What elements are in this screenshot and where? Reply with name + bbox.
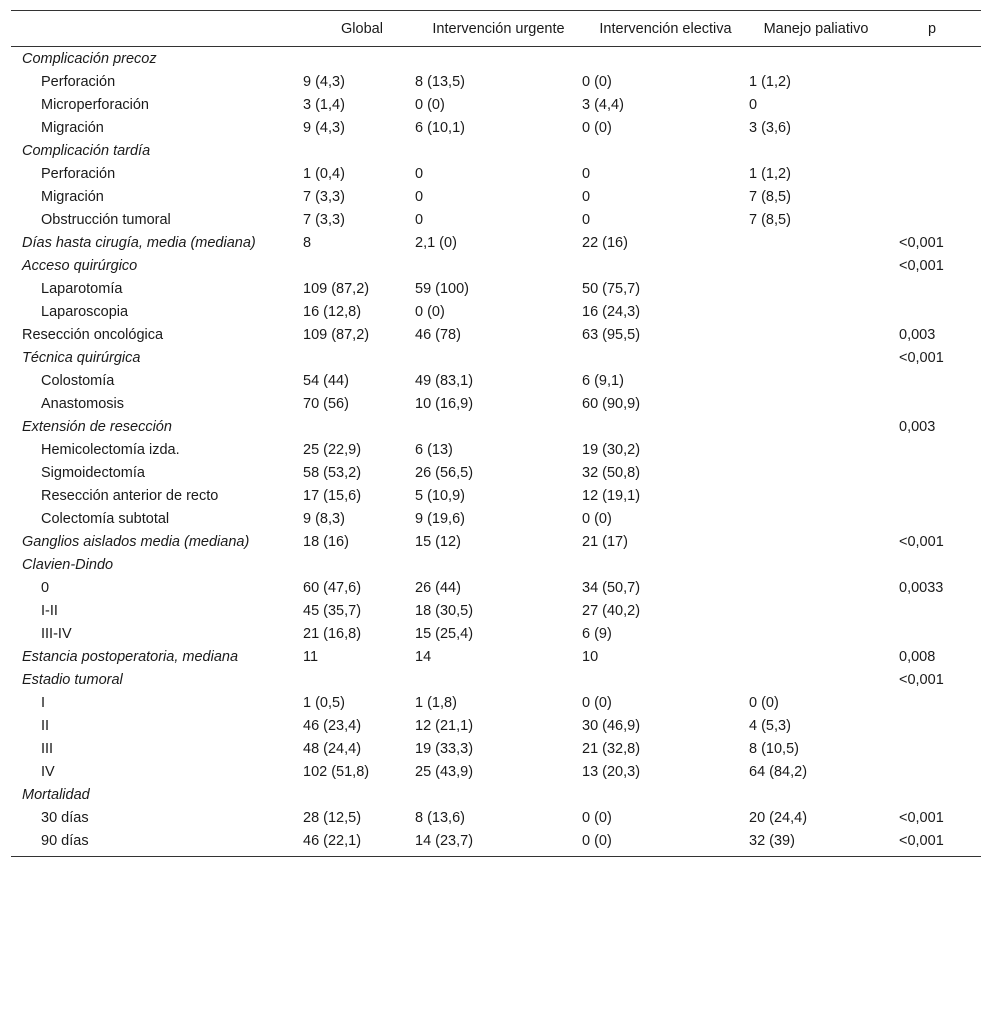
row-label: Microperforación: [41, 97, 149, 113]
cell-p-value: [883, 622, 981, 645]
cell-intervencion-electiva: 32 (50,8): [582, 465, 641, 481]
cell-global: [303, 668, 415, 691]
cell-p-value: [883, 392, 981, 415]
table-row: [11, 323, 981, 346]
cell-manejo-paliativo: 1 (1,2): [749, 166, 791, 182]
table-row: [11, 553, 981, 576]
cell-intervencion-urgente: 14: [415, 649, 432, 665]
cell-intervencion-electiva: 0 (0): [582, 810, 612, 826]
row-label: Complicación precoz: [22, 51, 157, 67]
table-row: [11, 829, 981, 857]
cell-intervencion-electiva: 60 (90,9): [582, 396, 641, 412]
cell-intervencion-urgente: 25 (43,9): [415, 764, 474, 780]
cell-intervencion-urgente: 9 (19,6): [415, 511, 465, 527]
cell-intervencion-urgente: 5 (10,9): [415, 488, 465, 504]
cell-intervencion-urgente: 0 (0): [415, 97, 445, 113]
cell-intervencion-electiva: 21 (32,8): [582, 741, 641, 757]
row-label: 90 días: [41, 833, 89, 849]
table-row: [11, 668, 981, 691]
cell-p-value: [883, 760, 981, 783]
table-row: [11, 47, 981, 71]
cell-intervencion-urgente: 2,1 (0): [415, 235, 457, 251]
cell-intervencion-urgente: 15 (12): [415, 534, 461, 550]
cell-manejo-paliativo: [749, 369, 883, 392]
cell-manejo-paliativo: 20 (24,4): [749, 810, 808, 826]
row-label: Mortalidad: [22, 787, 90, 803]
cell-intervencion-electiva: [582, 553, 749, 576]
cell-p-value: [883, 47, 981, 71]
cell-intervencion-electiva: 34 (50,7): [582, 580, 641, 596]
cell-intervencion-electiva: [582, 783, 749, 806]
cell-global: 109 (87,2): [303, 281, 370, 297]
cell-intervencion-urgente: 10 (16,9): [415, 396, 474, 412]
cell-intervencion-electiva: [582, 668, 749, 691]
cell-intervencion-electiva: 10: [582, 649, 599, 665]
table-row: [11, 346, 981, 369]
table-row: [11, 93, 981, 116]
table-row: [11, 599, 981, 622]
cell-manejo-paliativo: [749, 139, 883, 162]
table-row: [11, 300, 981, 323]
header-intervencion-urgente: Intervención urgente: [432, 21, 565, 37]
cell-intervencion-urgente: 0: [415, 189, 424, 205]
cell-p-value: [883, 553, 981, 576]
table-row: [11, 231, 981, 254]
table-row: [11, 507, 981, 530]
cell-intervencion-urgente: 18 (30,5): [415, 603, 474, 619]
table-row: [11, 484, 981, 507]
header-row: [11, 11, 981, 47]
row-label: Laparotomía: [41, 281, 123, 297]
row-label: Sigmoidectomía: [41, 465, 145, 481]
cell-intervencion-electiva: 30 (46,9): [582, 718, 641, 734]
cell-manejo-paliativo: [749, 392, 883, 415]
table-row: [11, 139, 981, 162]
cell-intervencion-urgente: 6 (10,1): [415, 120, 465, 136]
table-row: [11, 438, 981, 461]
cell-intervencion-electiva: 63 (95,5): [582, 327, 641, 343]
cell-global: 48 (24,4): [303, 741, 362, 757]
cell-intervencion-electiva: [582, 139, 749, 162]
cell-intervencion-urgente: 46 (78): [415, 327, 461, 343]
cell-p-value: [883, 70, 981, 93]
cell-manejo-paliativo: 3 (3,6): [749, 120, 791, 136]
cell-p-value: [883, 599, 981, 622]
cell-p-value: [883, 139, 981, 162]
cell-intervencion-urgente: 15 (25,4): [415, 626, 474, 642]
cell-global: [303, 553, 415, 576]
cell-p-value: [883, 737, 981, 760]
cell-p-value: 0,008: [899, 649, 936, 665]
cell-intervencion-electiva: 19 (30,2): [582, 442, 641, 458]
row-label: I: [41, 695, 46, 711]
table-row: [11, 185, 981, 208]
cell-manejo-paliativo: [749, 47, 883, 71]
cell-intervencion-electiva: 22 (16): [582, 235, 628, 251]
cell-global: 7 (3,3): [303, 189, 345, 205]
cell-intervencion-urgente: 26 (44): [415, 580, 461, 596]
cell-global: [303, 254, 415, 277]
row-label: Estadio tumoral: [22, 672, 123, 688]
cell-intervencion-urgente: 0: [415, 212, 424, 228]
table-row: [11, 254, 981, 277]
cell-intervencion-urgente: 8 (13,6): [415, 810, 465, 826]
cell-intervencion-electiva: [582, 47, 749, 71]
cell-manejo-paliativo: [749, 438, 883, 461]
header-global: Global: [341, 21, 383, 37]
cell-p-value: [883, 162, 981, 185]
table-row: [11, 530, 981, 553]
cell-p-value: [883, 783, 981, 806]
cell-p-value: <0,001: [899, 534, 944, 550]
row-label: Migración: [41, 120, 104, 136]
row-label: I-II: [41, 603, 58, 619]
row-label: IV: [41, 764, 55, 780]
cell-p-value: <0,001: [899, 235, 944, 251]
cell-global: 8: [303, 235, 312, 251]
cell-manejo-paliativo: [749, 553, 883, 576]
row-label: Migración: [41, 189, 104, 205]
cell-intervencion-urgente: [415, 415, 582, 438]
cell-global: 54 (44): [303, 373, 349, 389]
cell-global: 9 (8,3): [303, 511, 345, 527]
cell-p-value: [883, 461, 981, 484]
cell-manejo-paliativo: [749, 300, 883, 323]
cell-manejo-paliativo: 7 (8,5): [749, 212, 791, 228]
cell-p-value: [883, 369, 981, 392]
row-label: Anastomosis: [41, 396, 125, 412]
row-label: Laparoscopia: [41, 304, 129, 320]
cell-p-value: <0,001: [899, 810, 944, 826]
cell-global: 7 (3,3): [303, 212, 345, 228]
cell-global: 21 (16,8): [303, 626, 362, 642]
cell-intervencion-electiva: 6 (9,1): [582, 373, 624, 389]
cell-intervencion-electiva: 21 (17): [582, 534, 628, 550]
row-label: Ganglios aislados media (mediana): [22, 534, 250, 550]
cell-manejo-paliativo: 1 (1,2): [749, 74, 791, 90]
cell-global: 60 (47,6): [303, 580, 362, 596]
header-label: [11, 11, 303, 47]
cell-manejo-paliativo: 0: [749, 97, 758, 113]
cell-p-value: <0,001: [899, 258, 944, 274]
cell-p-value: [883, 277, 981, 300]
cell-manejo-paliativo: 7 (8,5): [749, 189, 791, 205]
cell-manejo-paliativo: [749, 599, 883, 622]
table-row: [11, 622, 981, 645]
row-label: 30 días: [41, 810, 89, 826]
cell-manejo-paliativo: [749, 668, 883, 691]
cell-p-value: [883, 208, 981, 231]
row-label: Perforación: [41, 166, 116, 182]
cell-intervencion-electiva: 13 (20,3): [582, 764, 641, 780]
cell-intervencion-urgente: 14 (23,7): [415, 833, 474, 849]
cell-global: 16 (12,8): [303, 304, 362, 320]
cell-global: [303, 783, 415, 806]
cell-global: [303, 139, 415, 162]
row-label: Perforación: [41, 74, 116, 90]
cell-intervencion-electiva: 6 (9): [582, 626, 612, 642]
cell-intervencion-urgente: 8 (13,5): [415, 74, 465, 90]
cell-intervencion-urgente: 26 (56,5): [415, 465, 474, 481]
cell-intervencion-electiva: 0: [582, 212, 591, 228]
cell-p-value: [883, 116, 981, 139]
table-row: [11, 737, 981, 760]
cell-intervencion-urgente: 1 (1,8): [415, 695, 457, 711]
cell-manejo-paliativo: 64 (84,2): [749, 764, 808, 780]
table-row: [11, 806, 981, 829]
cell-global: 9 (4,3): [303, 120, 345, 136]
table-row: [11, 392, 981, 415]
cell-manejo-paliativo: 32 (39): [749, 833, 795, 849]
table-row: [11, 714, 981, 737]
row-label: 0: [41, 580, 50, 596]
row-label: III-IV: [41, 626, 72, 642]
cell-p-value: [883, 300, 981, 323]
row-label: Estancia postoperatoria, mediana: [22, 649, 239, 665]
row-label: Extensión de resección: [22, 419, 172, 435]
cell-intervencion-urgente: [415, 783, 582, 806]
row-label: Obstrucción tumoral: [41, 212, 171, 228]
cell-intervencion-electiva: 0 (0): [582, 695, 612, 711]
cell-manejo-paliativo: [749, 622, 883, 645]
cell-intervencion-urgente: 12 (21,1): [415, 718, 474, 734]
cell-manejo-paliativo: [749, 783, 883, 806]
cell-intervencion-urgente: [415, 47, 582, 71]
cell-intervencion-electiva: 50 (75,7): [582, 281, 641, 297]
cell-global: 9 (4,3): [303, 74, 345, 90]
header-intervencion-electiva: Intervención electiva: [599, 21, 732, 37]
cell-manejo-paliativo: 0 (0): [749, 695, 779, 711]
cell-intervencion-urgente: 49 (83,1): [415, 373, 474, 389]
row-label: Clavien-Dindo: [22, 557, 114, 573]
cell-global: 25 (22,9): [303, 442, 362, 458]
cell-intervencion-urgente: [415, 668, 582, 691]
table-row: [11, 576, 981, 599]
cell-p-value: <0,001: [899, 672, 944, 688]
cell-global: 102 (51,8): [303, 764, 370, 780]
results-table-container: [11, 10, 981, 857]
cell-global: 1 (0,4): [303, 166, 345, 182]
cell-intervencion-electiva: 0 (0): [582, 511, 612, 527]
cell-intervencion-electiva: [582, 346, 749, 369]
cell-intervencion-electiva: 0 (0): [582, 120, 612, 136]
cell-manejo-paliativo: [749, 346, 883, 369]
cell-global: 17 (15,6): [303, 488, 362, 504]
table-row: [11, 369, 981, 392]
table-row: [11, 116, 981, 139]
cell-p-value: [883, 691, 981, 714]
row-label: Colostomía: [41, 373, 115, 389]
header-manejo-paliativo: Manejo paliativo: [763, 21, 869, 37]
row-label: Resección anterior de recto: [41, 488, 219, 504]
cell-global: 46 (23,4): [303, 718, 362, 734]
cell-p-value: [883, 484, 981, 507]
table-body: [11, 47, 981, 857]
cell-intervencion-urgente: [415, 139, 582, 162]
cell-intervencion-urgente: 6 (13): [415, 442, 453, 458]
cell-manejo-paliativo: 8 (10,5): [749, 741, 799, 757]
cell-p-value: 0,0033: [899, 580, 944, 596]
cell-intervencion-electiva: 12 (19,1): [582, 488, 641, 504]
results-table: [11, 10, 981, 857]
cell-p-value: [883, 714, 981, 737]
cell-p-value: [883, 507, 981, 530]
cell-intervencion-urgente: 19 (33,3): [415, 741, 474, 757]
row-label: Colectomía subtotal: [41, 511, 170, 527]
cell-intervencion-urgente: [415, 553, 582, 576]
cell-global: [303, 346, 415, 369]
cell-manejo-paliativo: [749, 484, 883, 507]
cell-intervencion-electiva: 3 (4,4): [582, 97, 624, 113]
table-header: [11, 11, 981, 47]
cell-intervencion-urgente: 59 (100): [415, 281, 470, 297]
cell-intervencion-electiva: 0 (0): [582, 74, 612, 90]
cell-global: 28 (12,5): [303, 810, 362, 826]
table-row: [11, 783, 981, 806]
row-label: II: [41, 718, 50, 734]
cell-global: 11: [303, 649, 319, 665]
row-label: Hemicolectomía izda.: [41, 442, 180, 458]
cell-intervencion-urgente: [415, 346, 582, 369]
table-row: [11, 415, 981, 438]
row-label: Resección oncológica: [22, 327, 164, 343]
table-row: [11, 70, 981, 93]
row-label: Días hasta cirugía, media (mediana): [22, 235, 256, 251]
cell-manejo-paliativo: [749, 530, 883, 553]
table-row: [11, 645, 981, 668]
row-label: Complicación tardía: [22, 143, 151, 159]
row-label: III: [41, 741, 54, 757]
cell-p-value: 0,003: [899, 327, 936, 343]
cell-intervencion-urgente: 0 (0): [415, 304, 445, 320]
cell-p-value: <0,001: [899, 350, 944, 366]
table-row: [11, 691, 981, 714]
cell-intervencion-electiva: 0: [582, 189, 591, 205]
cell-global: 45 (35,7): [303, 603, 362, 619]
cell-p-value: 0,003: [899, 419, 936, 435]
cell-global: [303, 47, 415, 71]
cell-global: 70 (56): [303, 396, 349, 412]
table-row: [11, 760, 981, 783]
cell-intervencion-electiva: 0 (0): [582, 833, 612, 849]
cell-p-value: <0,001: [899, 833, 944, 849]
row-label: Técnica quirúrgica: [22, 350, 141, 366]
table-row: [11, 461, 981, 484]
cell-intervencion-electiva: 27 (40,2): [582, 603, 641, 619]
cell-intervencion-electiva: 0: [582, 166, 591, 182]
cell-global: 3 (1,4): [303, 97, 345, 113]
cell-manejo-paliativo: [749, 645, 883, 668]
cell-intervencion-urgente: [415, 254, 582, 277]
cell-manejo-paliativo: [749, 323, 883, 346]
cell-intervencion-electiva: 16 (24,3): [582, 304, 641, 320]
header-p: p: [927, 21, 937, 37]
cell-manejo-paliativo: [749, 576, 883, 599]
table-row: [11, 162, 981, 185]
cell-intervencion-electiva: [582, 415, 749, 438]
cell-p-value: [883, 185, 981, 208]
cell-p-value: [883, 438, 981, 461]
cell-p-value: [883, 93, 981, 116]
cell-manejo-paliativo: 4 (5,3): [749, 718, 791, 734]
table-row: [11, 277, 981, 300]
row-label: Acceso quirúrgico: [22, 258, 138, 274]
cell-manejo-paliativo: [749, 254, 883, 277]
cell-global: 46 (22,1): [303, 833, 362, 849]
table-row: [11, 208, 981, 231]
cell-manejo-paliativo: [749, 231, 883, 254]
cell-global: 18 (16): [303, 534, 349, 550]
cell-manejo-paliativo: [749, 415, 883, 438]
cell-global: 109 (87,2): [303, 327, 370, 343]
cell-manejo-paliativo: [749, 277, 883, 300]
cell-global: 58 (53,2): [303, 465, 362, 481]
cell-intervencion-urgente: 0: [415, 166, 424, 182]
cell-intervencion-electiva: [582, 254, 749, 277]
cell-global: 1 (0,5): [303, 695, 345, 711]
cell-manejo-paliativo: [749, 461, 883, 484]
cell-manejo-paliativo: [749, 507, 883, 530]
cell-global: [303, 415, 415, 438]
